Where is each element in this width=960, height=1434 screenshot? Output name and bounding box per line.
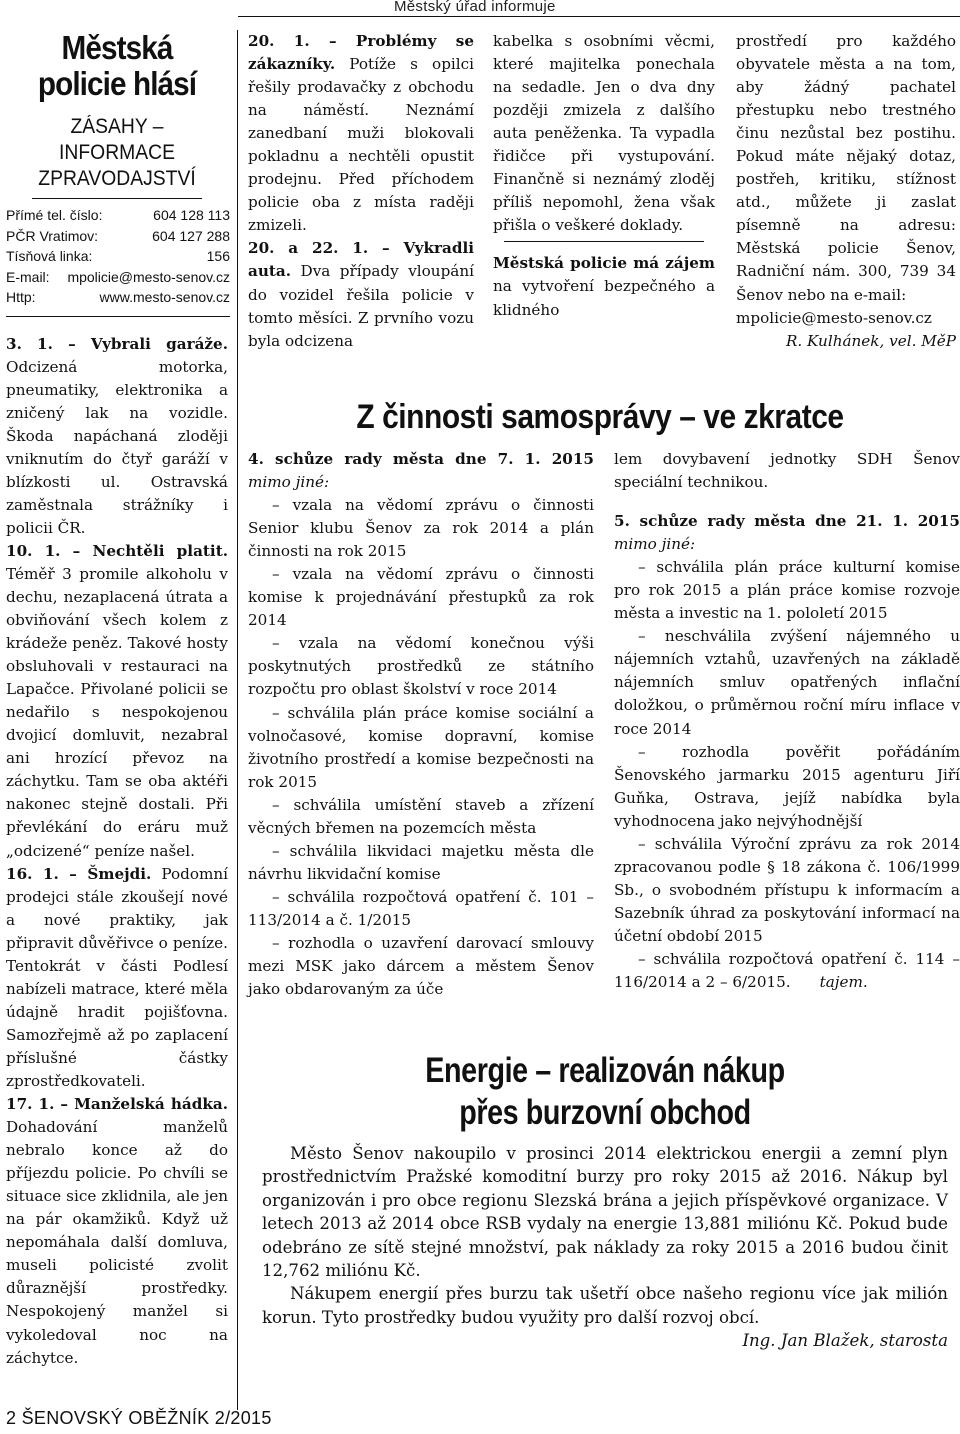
resolution-item: – schválila Výroční zprávu za rok 2014 zpracovanou podle § 18 zákona č. 106/1999 Sb., o svobodném přístupu k informacím a Sazebník úhrad za poskytování informací na účetní období 2015 (614, 834, 960, 945)
resolution-item: – schválila plán práce komise sociální a volnočasové, komise dopravní, komise životního prostředí a komise bezpečnosti na rok 2015 (248, 703, 594, 791)
contact-row: Přímé tel. číslo: 604 128 113 (6, 207, 230, 223)
report-item: 17. 1. – Manželská hádka. Dohadování manželů nebralo konce až do příjezdu policie. Po chvíli se situace sice zklidnila, ale jen na pár okamžiků. Když už nepomáhala další domluva, museli policisté zvolit důraznější prostředky. Nespokojený manžel si vykoledoval noc na záchytce. (6, 1095, 228, 1367)
police-email[interactable]: mpolicie@mesto-senov.cz (736, 308, 932, 327)
contact-list (6, 205, 230, 308)
resolution-item: – vzala na vědomí konečnou výši poskytnutých prostředků ze státního rozpočtu pro oblast školství v roce 2014 (248, 634, 594, 699)
report-item: 10. 1. – Nechtěli platit. Téměř 3 promile alkoholu v dechu, nezaplacená útrata a obviňování všech kolem z krádeže peněz. Takové hosty obsluhovali v restauraci na Lapačce. Přivolané policii se nedařilo s nespokojenou dvojicí domluvit, nezabral ani hrozící převoz na záchytku. Tam se oba aktéři nakonec stejně dostali. Při převlékání do eráru muž „odcizené“ peníze našel. (6, 541, 228, 860)
police-title: Městská policie hlásí (37, 29, 197, 102)
contact-row: Http: www.mesto-senov.cz (6, 287, 230, 308)
police-closing: Městská policie má zájem na vytvoření bezpečného a klidného (493, 254, 715, 319)
samosprava-heading: Z činnosti samosprávy – ve zkratce (356, 398, 844, 436)
report-item: 20. a 22. 1. – Vykradli auta. Dva případy vloupání do vozidel řešila policie v tomto měsíci. Z prvního vozu byla odcizena (248, 239, 474, 350)
police-reports (6, 333, 228, 1370)
contact-row: PČR Vratimov: 604 127 288 (6, 227, 230, 244)
energie-body (262, 1142, 948, 1353)
report-item: 3. 1. – Vybrali garáže. Odcizená motorka, pneumatiky, elektronika a zničený lak na vozidle. Škoda napáchaná zloději vniknutím do čtyř garáží v blízkosti ul. Ostravská zaměstnala strážníky i policii ČR. (6, 334, 228, 537)
running-header (0, 0, 960, 14)
resolution-item: – schválila rozpočtová opatření č. 101 – 113/2014 a č. 1/2015 (248, 887, 594, 929)
report-item-cont: kabelka s osobními věcmi, které majitelka ponechala na sedadle. Jen o dva dny později zmizela z dalšího auta peněženka. Ta vypadla řidičce při vystupování. Finančně si neznámý zloděj příliš nepomohl, žena však přišla o veškeré doklady. (493, 32, 715, 235)
council-meeting-4 (248, 448, 594, 1001)
police-signature: R. Kulhánek, vel. MěP (785, 331, 956, 350)
police-reports-continued (248, 30, 474, 353)
police-closing-cont: prostředí pro každého obyvatele města a na tom, aby žádný pachatel přestupku nebo trestného činu nezůstal bez postihu. Pokud máte nějaký dotaz, postřeh, kritiku, stížnost atd., můžete ji zaslat písemně na adresu: Městská policie Šenov, Radniční nám. 300, 739 34 Šenov nebo na e-mail: mpolicie@mesto-senov.cz R. Kulhánek, vel. MěP (736, 30, 956, 353)
report-item: 20. 1. – Problémy se zákazníky. Potíže s opilci řešily prodavačky z obchodu na náměstí. Neznámí zanedbaní muži blokovali pokladnu a nechtěli opustit prodejnu. Před příchodem policie oba z místa raději zmizeli. (248, 32, 474, 235)
meeting-header: 5. schůze rady města dne 21. 1. 2015 mimo jiné: (614, 512, 960, 554)
contact-row: E-mail: mpolicie@mesto-senov.cz (6, 267, 230, 288)
meeting-header: 4. schůze rady města dne 7. 1. 2015 mimo jiné: (248, 450, 594, 492)
resolution-item-cont: lem dovybavení jednotky SDH Šenov speciální technikou. (614, 450, 960, 492)
divider (6, 316, 230, 317)
page-number: 2 (6, 1408, 17, 1428)
contact-row: Tísňová linka: 156 (6, 248, 230, 264)
running-title: Městský úřad informuje (390, 0, 560, 15)
resolution-item: – vzala na vědomí zprávu o činnosti Senior klubu Šenov za rok 2014 a plán činnosti na rok 2015 (248, 496, 594, 561)
council-meeting-5 (614, 448, 960, 994)
resolution-item: – rozhodla o uzavření darovací smlouvy mezi MSK jako dárcem a městem Šenov jako obdarovaným za úče (248, 933, 594, 999)
police-column (6, 30, 228, 1370)
email-link[interactable]: mpolicie@mesto-senov.cz (67, 268, 230, 285)
resolution-item: – schválila plán práce kulturní komise pro rok 2015 a plán práce komise rozvoje města a investic na 1. pololetí 2015 (614, 558, 960, 623)
resolution-item: – schválila rozpočtová opatření č. 114 – 116/2014 a 2 – 6/2015. tajem. (614, 949, 960, 992)
resolution-item: – vzala na vědomí zprávu o činnosti komise k projednávání přestupků za rok 2014 (248, 565, 594, 630)
divider (504, 241, 704, 242)
divider (32, 198, 202, 199)
resolution-item: – schválila likvidaci majetku města dle návrhu likvidační komise (248, 841, 594, 883)
resolution-item: – rozhodla pověřit pořádáním Šenovského jarmarku 2015 agenturu Jiří Guňka, Ostrava, jejíž nabídka byla vyhodnocena jako nejvýhodnější (614, 742, 960, 830)
resolution-item: – neschválila zvýšení nájemného u nájemních vztahů, uzavřených na základě nájemních smluv opatřených inflační doložkou, o průměrnou roční míru inflace v roce 2014 (614, 627, 960, 738)
energie-article (262, 1050, 948, 1380)
page-footer (6, 1408, 272, 1429)
web-link[interactable]: www.mesto-senov.cz (99, 289, 230, 305)
resolution-item: – schválila umístění staveb a zřízení věcných břemen na pozemcích města (248, 795, 594, 837)
column-rule (237, 30, 238, 1410)
police-reports-continued-2 (493, 30, 715, 322)
police-subtitle: ZÁSAHY – INFORMACE ZPRAVODAJSTVÍ (38, 115, 196, 190)
energie-heading: Energie – realizován nákup přes burzovní obchod (425, 1051, 785, 1132)
energie-paragraph: Nákupem energií přes burzu tak ušetří obce našeho regionu více jak milión korun. Tyto prostředky budou využity pro další rozvoj obcí. (262, 1284, 948, 1327)
header-rule (238, 16, 960, 17)
report-item: 16. 1. – Šmejdi. Podomní prodejci stále zkoušejí nové a nové praktiky, jak připravit důvěřivce o peníze. Tentokrát v části Podlesí nabízeli matrace, které měla údajně hradit pojišťovna. Samozřejmě až po zaplacení příslušné částky zprostředkovateli. (6, 864, 229, 1090)
samosprava-signature: tajem. (819, 973, 868, 992)
energie-paragraph: Město Šenov nakoupilo v prosinci 2014 elektrickou energii a zemní plyn prostřednictvím Pražské komoditní burzy pro roky 2015 až 2016. Nákup byl organizován i pro obce regionu Slezská brána a jejich příspěvkové organizace. V letech 2013 až 2014 obce RSB vydaly na energie 13,881 miliónu Kč. Pokud bude odebráno ze sítě stejné množství, pak náklady za roky 2015 a 2016 budou činit 12,762 miliónu Kč. (262, 1144, 948, 1281)
energie-signature: Ing. Jan Blažek, starosta (742, 1331, 948, 1351)
publication-title: ŠENOVSKÝ OBĚŽNÍK 2/2015 (21, 1408, 272, 1428)
